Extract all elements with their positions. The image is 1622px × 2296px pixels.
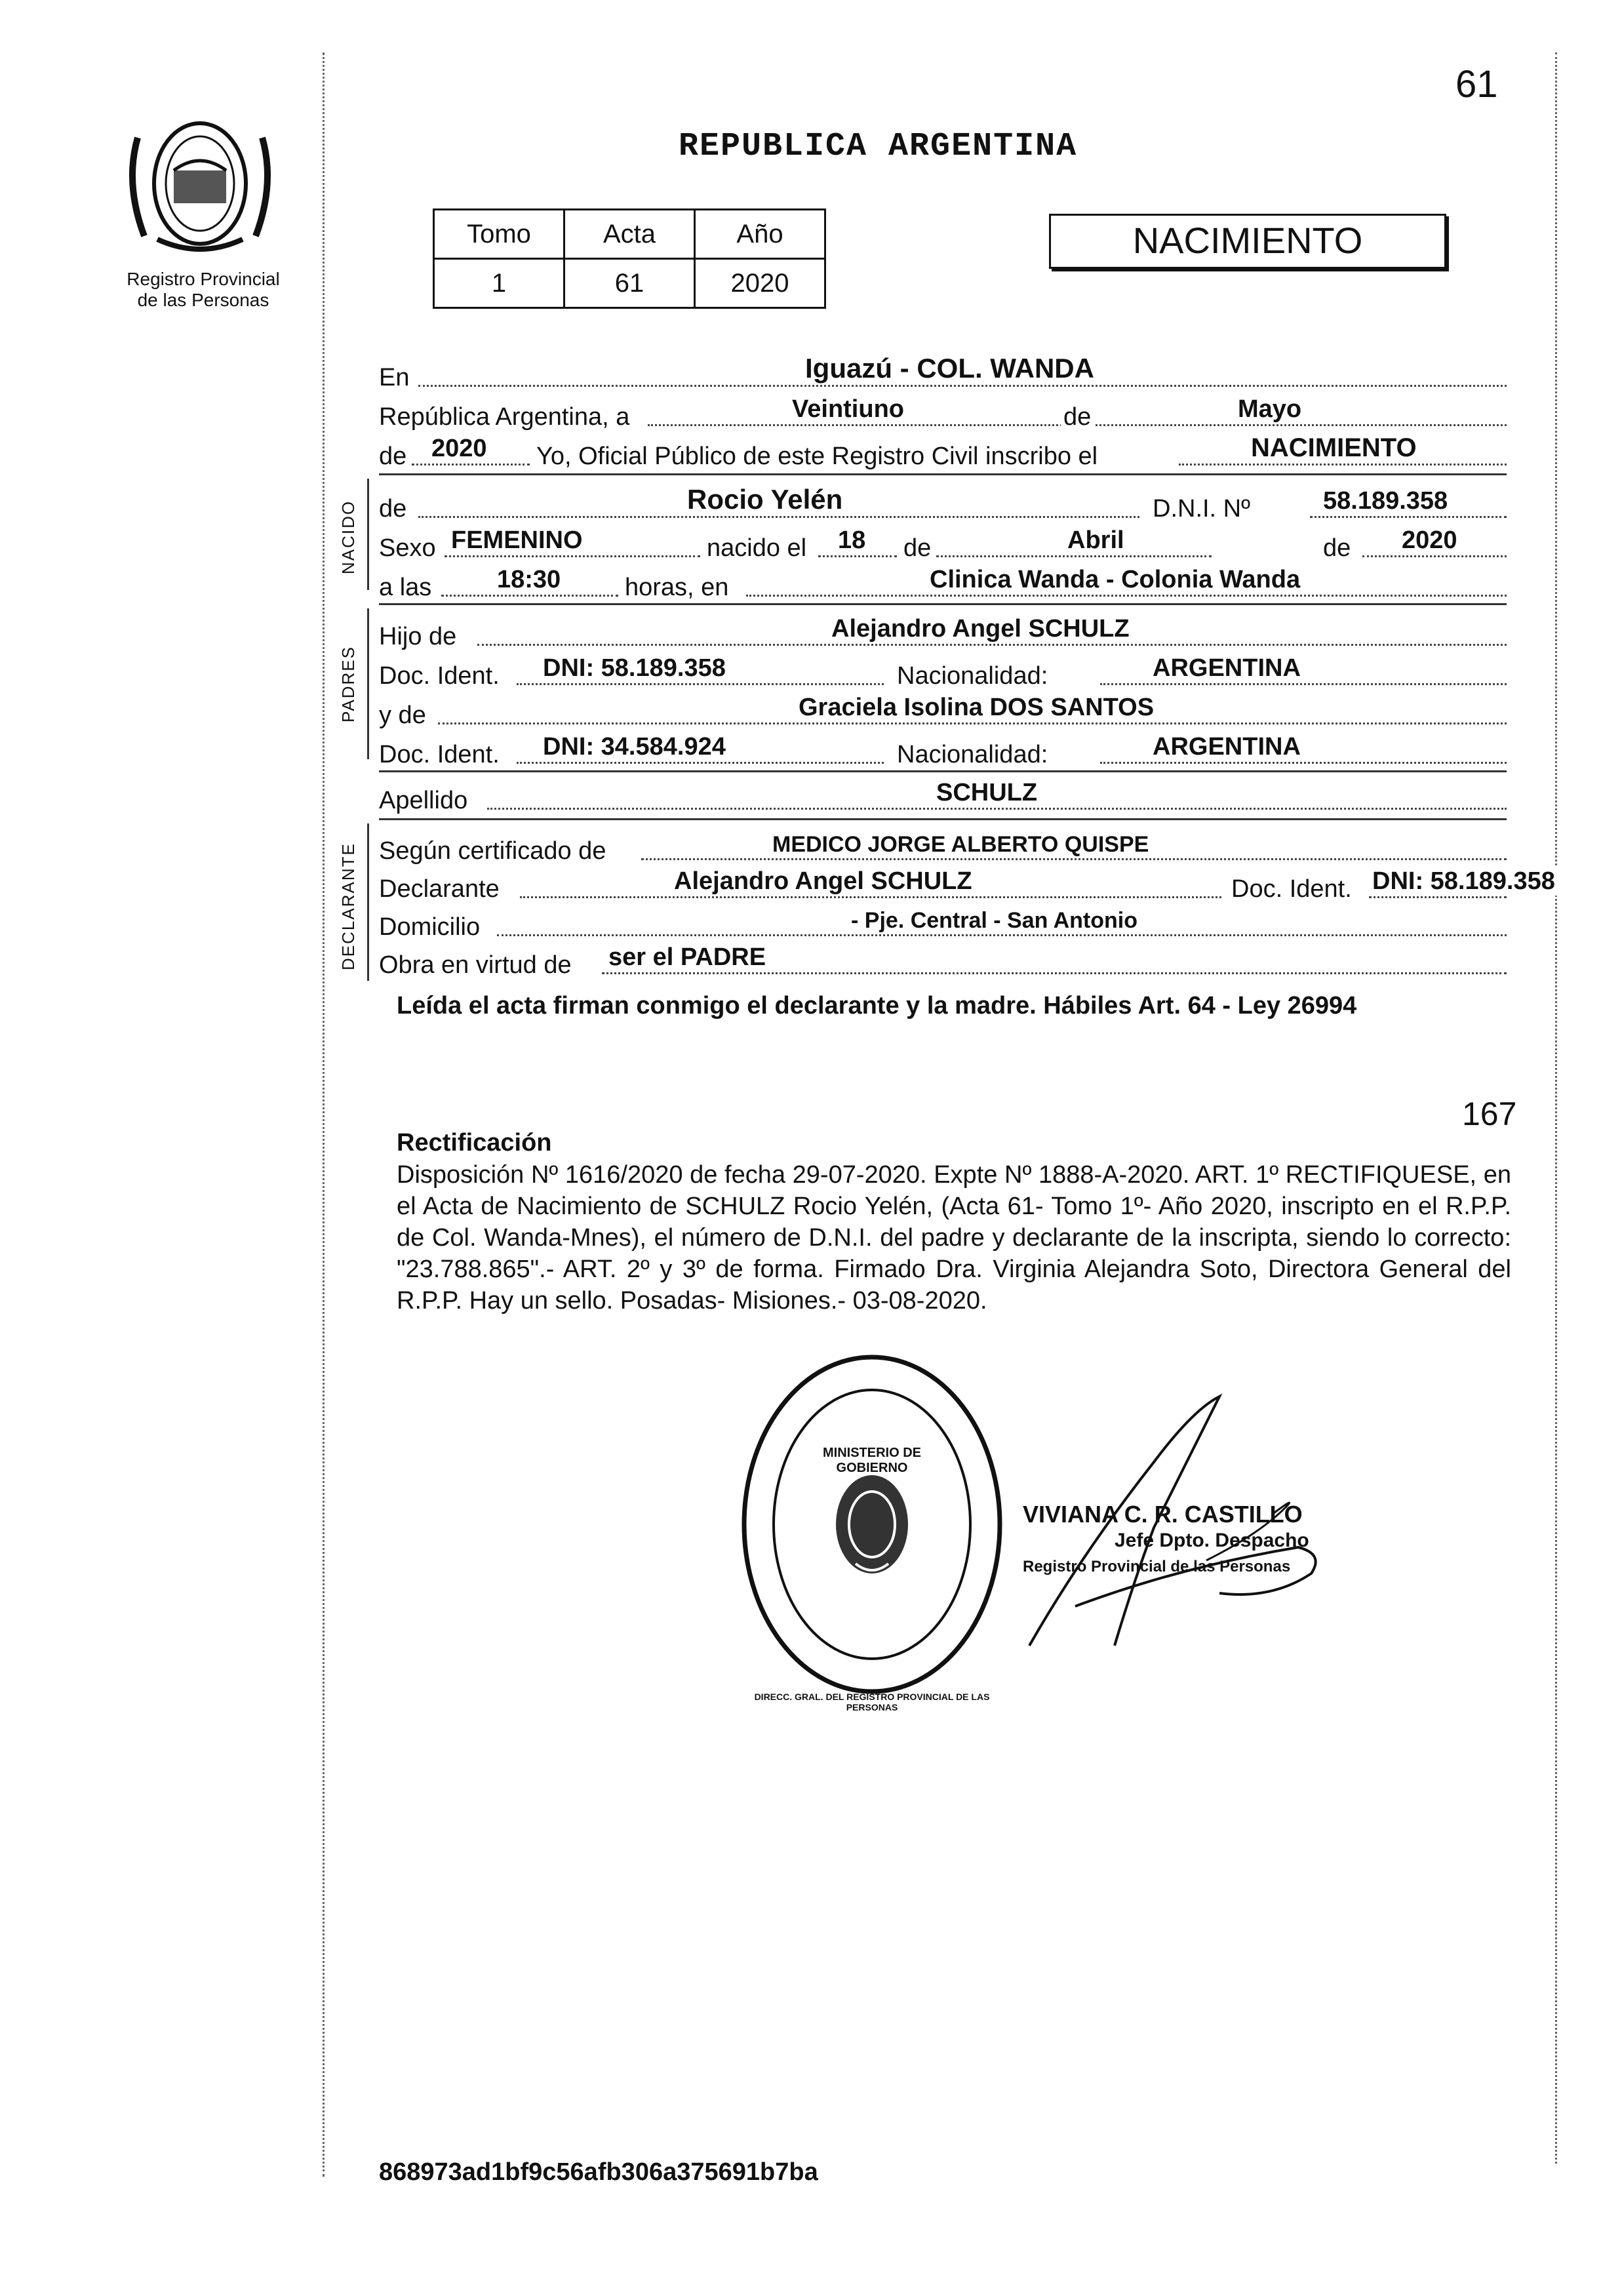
- row-padre: [379, 613, 1507, 651]
- leida-text: Leída el acta firman conmigo el declarante y la madre. Hábiles Art. 64 - Ley 26994: [397, 992, 1357, 1019]
- madre-doc-value: DNI: 34.584.924: [543, 733, 728, 761]
- rectificacion-number: 167: [1462, 1096, 1517, 1132]
- madre-value: Graciela Isolina DOS SANTOS: [799, 694, 1157, 722]
- dotted-fill: [1310, 516, 1507, 518]
- dotted-fill: [1179, 464, 1507, 465]
- province-seal-icon: [118, 111, 282, 256]
- lugar-nac-value: Clinica Wanda - Colonia Wanda: [930, 566, 1303, 594]
- row-padre-doc: [379, 652, 1507, 690]
- padre-nac-value: ARGENTINA: [1153, 654, 1303, 683]
- declarante-label: Declarante: [379, 875, 502, 903]
- row-oficial: [379, 433, 1507, 471]
- row-republica: [379, 393, 1507, 431]
- dotted-fill: [438, 722, 1507, 724]
- rectificacion-body: Disposición Nº 1616/2020 de fecha 29-07-2020. Expte Nº 1888-A-2020. ART. 1º RECTIFIQUESE, en el Acta de Nacimiento de SCHULZ Rocio Yelén, (Acta 61- Tomo 1º- Año 2020, inscripto en el R.P.P. de Col. Wanda-Mnes), el número de D.N.I. del padre y declarante de la inscripta, siendo lo correcto: "23.788.865".- ART. 2º y 3º de forma. Firmado Dra. Virginia Alejandra Soto, Directora General del R.P.P. Hay un sello. Posadas- Misiones.- 03-08-2020.: [397, 1161, 1511, 1315]
- dni-value: 58.189.358: [1323, 487, 1450, 515]
- dotted-fill: [497, 934, 1507, 936]
- lugar-value: Iguazú - COL. WANDA: [805, 353, 1097, 384]
- de-label-3: de: [379, 495, 409, 523]
- dotted-fill: [746, 595, 1507, 597]
- row-madre-doc: [379, 731, 1507, 769]
- apellido-value: SCHULZ: [936, 779, 1040, 807]
- document-hash: 868973ad1bf9c56afb306a375691b7ba: [379, 2158, 818, 2186]
- domicilio-value: - Pje. Central - San Antonio: [851, 908, 1140, 934]
- registry-line-1: Registro Provincial: [127, 269, 280, 289]
- nacionalidad-label-2: Nacionalidad:: [897, 741, 1050, 769]
- act-type-box: NACIMIENTO: [1049, 214, 1446, 269]
- separator: [379, 603, 1507, 605]
- dotted-fill: [1100, 762, 1507, 764]
- separator: [379, 770, 1507, 772]
- signer-office: Registro Provincial de las Personas: [1023, 1558, 1291, 1575]
- dia-texto-value: Veintiuno: [792, 395, 907, 424]
- country-title: REPUBLICA ARGENTINA: [679, 128, 1078, 165]
- hijo-de-label: Hijo de: [379, 623, 459, 651]
- dotted-fill: [445, 555, 700, 557]
- row-madre: [379, 692, 1507, 730]
- table-header-acta: Acta: [564, 210, 695, 259]
- declarante-bracket: [367, 823, 369, 981]
- declarante-doc-value: DNI: 58.189.358: [1372, 867, 1558, 896]
- declarante-section-label: DECLARANTE: [338, 842, 358, 970]
- table-value-anio: 2020: [695, 259, 825, 308]
- hora-value: 18:30: [497, 566, 563, 594]
- stamp-inner-text: MINISTERIO DE GOBIERNO: [822, 1446, 921, 1475]
- nacido-section-label: NACIDO: [338, 500, 358, 574]
- dotted-fill: [418, 385, 1507, 387]
- en-label: En: [379, 364, 412, 392]
- signature-block: [1023, 1501, 1309, 1580]
- segun-label: Según certificado de: [379, 837, 608, 865]
- horas-en-label: horas, en: [625, 574, 731, 602]
- nacido-el-label: nacido el: [707, 534, 809, 563]
- padre-value: Alejandro Angel SCHULZ: [831, 615, 1132, 643]
- page-number: 61: [1455, 63, 1498, 106]
- dotted-fill: [641, 858, 1507, 860]
- de-label-4: de: [903, 534, 934, 563]
- dotted-fill: [602, 972, 1507, 974]
- de-label: de: [1061, 403, 1094, 431]
- left-margin-line: [323, 52, 325, 2177]
- nombre-value: Rocio Yelén: [687, 484, 845, 515]
- anio-value: 2020: [431, 435, 490, 463]
- registry-name: [98, 269, 308, 311]
- y-de-label: y de: [379, 702, 429, 730]
- madre-nac-value: ARGENTINA: [1153, 733, 1303, 761]
- doc-ident-label-2: Doc. Ident.: [379, 741, 502, 769]
- anio-nac-value: 2020: [1402, 526, 1460, 555]
- row-domicilio: [379, 903, 1507, 941]
- row-certificado: [379, 827, 1507, 865]
- record-table: [433, 208, 826, 309]
- certificado-value: MEDICO JORGE ALBERTO QUISPE: [772, 832, 1151, 858]
- nacionalidad-label: Nacionalidad:: [897, 662, 1050, 690]
- dotted-fill: [441, 595, 618, 597]
- dotted-fill: [418, 516, 1139, 518]
- signer-name: VIVIANA C. R. CASTILLO: [1023, 1501, 1303, 1528]
- table-value-tomo: 1: [434, 259, 564, 308]
- table-value-acta: 61: [564, 259, 695, 308]
- registry-line-2: de las Personas: [137, 290, 269, 310]
- nacido-bracket: [367, 479, 369, 590]
- de-label-2: de: [379, 443, 409, 471]
- republica-label: República Argentina, a: [379, 403, 632, 431]
- obra-value: ser el PADRE: [608, 943, 768, 972]
- padres-section-label: PADRES: [338, 646, 358, 722]
- obra-label: Obra en virtud de: [379, 951, 574, 980]
- dia-nac-value: 18: [838, 526, 868, 555]
- doc-ident-label: Doc. Ident.: [379, 662, 502, 690]
- row-hora: [379, 564, 1507, 602]
- doc-ident-label-3: Doc. Ident.: [1231, 875, 1355, 903]
- dotted-fill: [517, 762, 884, 764]
- rectificacion-title: Rectificación: [397, 1129, 552, 1157]
- dotted-fill: [1100, 683, 1507, 685]
- row-obra: [379, 941, 1507, 980]
- apellido-label: Apellido: [379, 787, 470, 815]
- dotted-fill: [1369, 896, 1507, 898]
- dotted-fill: [412, 464, 530, 465]
- dotted-fill: [517, 683, 884, 685]
- dotted-fill: [1362, 555, 1507, 557]
- separator: [379, 818, 1507, 820]
- signer-title: Jefe Dpto. Despacho: [1115, 1530, 1309, 1551]
- row-nombre: [379, 485, 1507, 523]
- domicilio-label: Domicilio: [379, 913, 483, 941]
- declarante-value: Alejandro Angel SCHULZ: [674, 867, 975, 896]
- mes-nac-value: Abril: [1067, 526, 1127, 555]
- stamp-ring-text: DIRECC. GRAL. DEL REGISTRO PROVINCIAL DE LAS PERSONAS: [754, 1692, 990, 1712]
- sexo-value: FEMENINO: [451, 526, 585, 555]
- dotted-fill: [818, 555, 897, 557]
- padres-bracket: [367, 608, 369, 759]
- row-apellido: [379, 777, 1507, 815]
- de-label-5: de: [1323, 534, 1353, 563]
- a-las-label: a las: [379, 574, 434, 602]
- table-header-tomo: Tomo: [434, 210, 564, 259]
- row-declarante: [379, 865, 1555, 903]
- dotted-fill: [477, 644, 1507, 646]
- padre-doc-value: DNI: 58.189.358: [543, 654, 728, 683]
- row-sexo: [379, 525, 1507, 563]
- right-margin-line: [1555, 52, 1557, 2164]
- dotted-fill: [487, 808, 1507, 810]
- official-stamp: [734, 1347, 1010, 1712]
- separator: [379, 473, 1507, 475]
- dotted-fill: [936, 555, 1212, 557]
- inscribe-value: NACIMIENTO: [1251, 433, 1419, 463]
- mes-value: Mayo: [1238, 395, 1304, 424]
- row-en: [379, 354, 1507, 392]
- oficial-text: Yo, Oficial Público de este Registro Civil inscribo el: [536, 443, 1100, 471]
- dni-label: D.N.I. Nº: [1153, 495, 1253, 523]
- sexo-label: Sexo: [379, 534, 439, 563]
- table-header-anio: Año: [695, 210, 825, 259]
- dotted-fill: [520, 896, 1221, 898]
